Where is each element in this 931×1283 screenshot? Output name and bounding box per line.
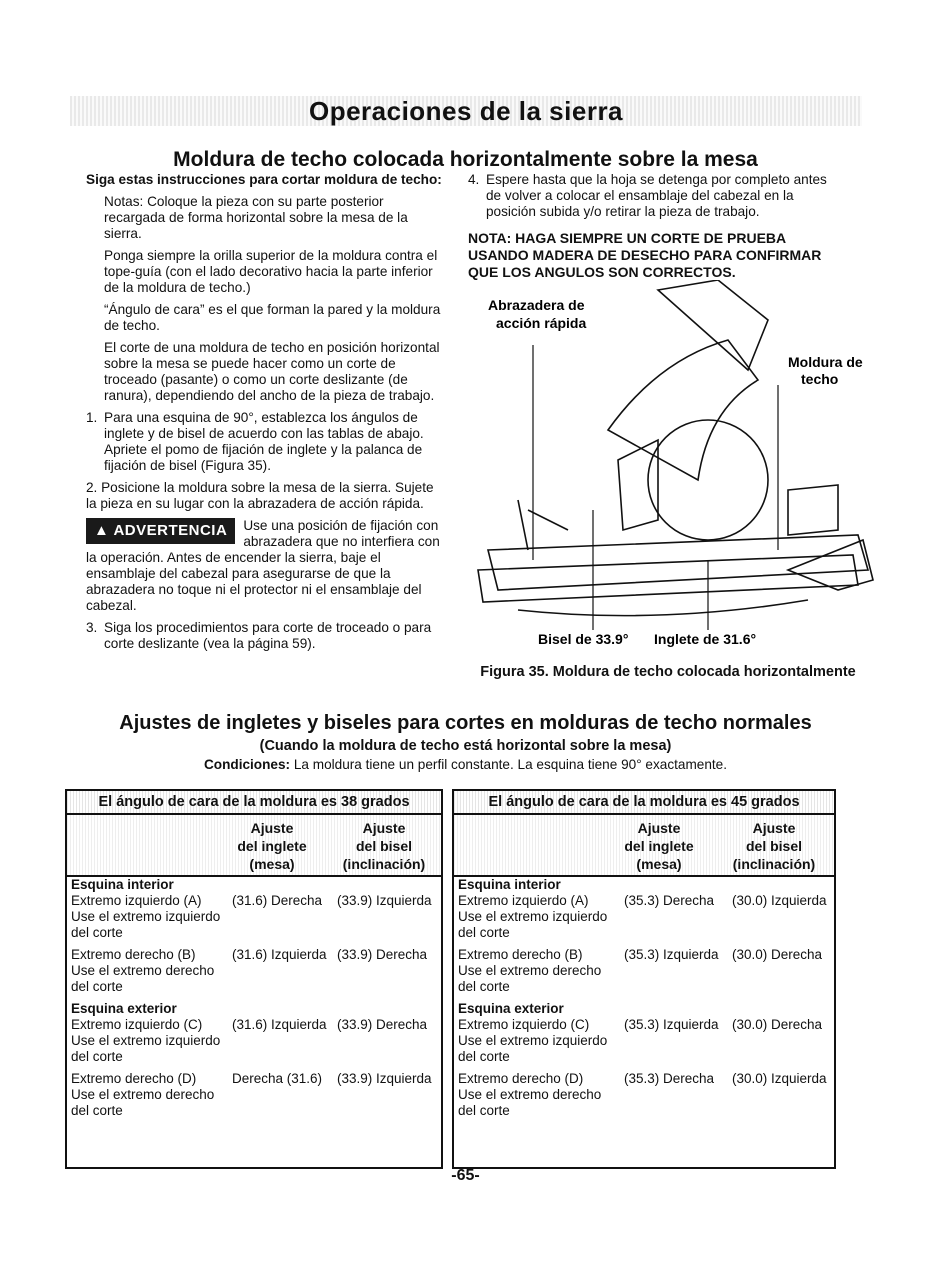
row-label: Extremo derecho (B)	[458, 947, 583, 962]
row-label: Esquina exterior	[71, 1001, 177, 1016]
step-text: Siga los procedimientos para corte de troceado o para corte deslizante (vea la página 59).	[104, 620, 432, 651]
header-line: del inglete	[237, 838, 307, 854]
saw-blade-guard	[648, 420, 768, 540]
saw-motor	[618, 440, 658, 530]
table-row	[67, 1001, 441, 1017]
step-number: 1.	[86, 410, 98, 425]
row-label: Esquina interior	[458, 877, 561, 892]
molding-label-line1: Moldura de	[788, 354, 863, 370]
row-label: Extremo izquierdo (C)	[458, 1017, 590, 1032]
row-label: Esquina exterior	[458, 1001, 564, 1016]
table-row	[67, 1103, 441, 1119]
figure-35	[458, 280, 878, 650]
table-row	[454, 893, 834, 909]
table-row	[454, 877, 834, 893]
table-row	[454, 1033, 834, 1049]
bevel-setting: (30.0) Izquierda	[732, 893, 827, 908]
row-label: Use el extremo derecho	[71, 963, 215, 978]
section-subtitle: (Cuando la moldura de techo está horizontal sobre la mesa)	[259, 738, 672, 754]
clamp-arm	[528, 510, 568, 530]
row-label: Extremo derecho (D)	[458, 1071, 584, 1086]
table-row	[454, 947, 834, 963]
instructions-lead: Siga estas instrucciones para cortar moldura de techo:	[86, 172, 442, 187]
row-label: Extremo izquierdo (C)	[71, 1017, 203, 1032]
miter-setting: (31.6) Izquierda	[232, 947, 327, 962]
row-label: Use el extremo izquierdo	[458, 1033, 608, 1048]
bevel-setting: (33.9) Derecha	[337, 947, 428, 962]
bevel-setting: (30.0) Izquierda	[732, 1071, 827, 1086]
miter-column-header	[604, 819, 714, 873]
table-header	[67, 815, 441, 877]
miter-setting: (31.6) Izquierda	[232, 1017, 327, 1032]
table-row	[454, 1087, 834, 1103]
table-row	[67, 893, 441, 909]
table-row	[67, 963, 441, 979]
miter-setting: (35.3) Izquierda	[624, 947, 719, 962]
row-label: Use el extremo izquierdo	[458, 909, 608, 924]
warning-badge	[86, 518, 235, 544]
row-label: Extremo derecho (B)	[71, 947, 196, 962]
header-line: del bisel	[355, 838, 413, 854]
section-title-horizontal: Moldura de techo colocada horizontalmente sobre la mesa	[173, 148, 758, 171]
conditions-text: La moldura tiene un perfil constante. La esquina tiene 90° exactamente.	[290, 757, 728, 772]
miter-column-header	[217, 819, 327, 873]
table-45-degrees	[452, 789, 836, 1169]
header-line: Ajuste	[752, 820, 796, 836]
bevel-setting: (33.9) Izquierda	[337, 1071, 432, 1086]
row-label: del corte	[71, 1049, 123, 1064]
row-label: Esquina interior	[71, 877, 174, 892]
table-row	[454, 1001, 834, 1017]
table-38-degrees	[65, 789, 443, 1169]
bevel-column-header	[719, 819, 829, 873]
step-4	[468, 172, 844, 220]
base-curve	[518, 600, 808, 616]
table-title: El ángulo de cara de la moldura es 45 grados	[454, 791, 834, 815]
table-row	[454, 963, 834, 979]
row-label: del corte	[458, 979, 510, 994]
table-row	[67, 909, 441, 925]
saw-handle	[658, 280, 768, 370]
row-label: del corte	[71, 979, 123, 994]
paragraph: “Ángulo de cara” es el que forman la pared y la moldura de techo.	[104, 302, 441, 333]
table-row	[454, 979, 834, 995]
conditions-line	[0, 757, 931, 772]
table-body	[454, 877, 834, 1119]
step-2: 2. Posicione la moldura sobre la mesa de la sierra. Sujete la pieza en su lugar con la abrazadera de acción rápida.	[86, 480, 434, 511]
table-row	[67, 947, 441, 963]
header-line: (inclinación)	[342, 856, 426, 872]
miter-setting: Derecha (31.6)	[232, 1071, 323, 1086]
table-row	[67, 925, 441, 941]
row-label: Extremo izquierdo (A)	[71, 893, 202, 908]
bevel-setting: (30.0) Derecha	[732, 1017, 823, 1032]
miter-saw-illustration	[458, 280, 878, 650]
table-row	[67, 1071, 441, 1087]
clamp-lever	[788, 540, 873, 590]
row-label: Use el extremo derecho	[458, 963, 602, 978]
molding-label-line2: techo	[801, 371, 839, 387]
row-label: Use el extremo derecho	[71, 1087, 215, 1102]
header-line: (mesa)	[636, 856, 682, 872]
right-column	[468, 172, 844, 287]
warning-block	[86, 518, 442, 614]
clamp-post	[518, 500, 528, 550]
miter-setting: (35.3) Derecha	[624, 1071, 715, 1086]
table-header	[454, 815, 834, 877]
clamp-label-line1: Abrazadera de	[488, 297, 585, 313]
row-label: del corte	[458, 1049, 510, 1064]
table-row	[67, 1087, 441, 1103]
miter-setting: (31.6) Derecha	[232, 893, 323, 908]
left-column	[86, 172, 442, 652]
header-line: (mesa)	[249, 856, 295, 872]
test-cut-note: NOTA: HAGA SIEMPRE UN CORTE DE PRUEBA USANDO MADERA DE DESECHO PARA CONFIRMAR QUE LOS ANGULOS SON CORRECTOS.	[468, 230, 822, 280]
section-title-settings: Ajustes de ingletes y biseles para cortes en molduras de techo normales	[119, 712, 812, 734]
step-text: Para una esquina de 90°, establezca los ángulos de inglete y de bisel de acuerdo con las tablas de abajo. Apriete el pomo de fijación de inglete y la palanca de fijación de bisel (Figura 35).	[104, 410, 424, 473]
step-1	[86, 410, 442, 474]
header-line: del bisel	[745, 838, 803, 854]
step-3	[86, 620, 442, 652]
table-row	[454, 1049, 834, 1065]
row-label: Extremo derecho (D)	[71, 1071, 197, 1086]
figure-caption: Figura 35. Moldura de techo colocada horizontalmente	[480, 664, 856, 680]
row-label: Use el extremo izquierdo	[71, 1033, 221, 1048]
step-number: 3.	[86, 620, 98, 635]
warning-triangle-icon: ▲	[94, 522, 114, 539]
bevel-setting: (33.9) Izquierda	[337, 893, 432, 908]
row-label: Use el extremo izquierdo	[71, 909, 221, 924]
bevel-setting: (30.0) Derecha	[732, 947, 823, 962]
header-line: Ajuste	[250, 820, 294, 836]
table-row	[67, 1033, 441, 1049]
page-number: -65-	[451, 1167, 480, 1184]
step-number: 4.	[468, 172, 480, 187]
row-label: del corte	[458, 1103, 510, 1118]
row-label: del corte	[71, 1103, 123, 1118]
warning-text: Use una posición de fijación con abrazadera que no interfiera con la operación. Antes de encender la sierra, baje el ensamblaje del cabezal para asegurarse de que la abrazadera no toque ni el protector ni el ensamblaje del cabezal.	[86, 518, 440, 613]
table-row	[67, 1049, 441, 1065]
table-row	[454, 1017, 834, 1033]
miter-angle-label: Inglete de 31.6°	[654, 631, 757, 647]
table-body	[67, 877, 441, 1119]
table-row	[454, 1103, 834, 1119]
row-label: del corte	[458, 925, 510, 940]
bevel-setting: (33.9) Derecha	[337, 1017, 428, 1032]
saw-head	[608, 340, 758, 480]
header-line: Ajuste	[637, 820, 681, 836]
table-title: El ángulo de cara de la moldura es 38 grados	[67, 791, 441, 815]
saw-base	[478, 555, 858, 602]
row-label: Use el extremo derecho	[458, 1087, 602, 1102]
notes-paragraph: Notas: Coloque la pieza con su parte posterior recargada de forma horizontal sobre la mesa de la sierra.	[104, 194, 408, 241]
page-title: Operaciones de la sierra	[308, 96, 624, 126]
header-line: del inglete	[624, 838, 694, 854]
header-line: (inclinación)	[732, 856, 816, 872]
table-row	[67, 979, 441, 995]
row-label: del corte	[71, 925, 123, 940]
bevel-angle-label: Bisel de 33.9°	[538, 631, 629, 647]
saw-body	[788, 485, 838, 535]
bevel-column-header	[329, 819, 439, 873]
row-label: Extremo izquierdo (A)	[458, 893, 589, 908]
clamp-label-line2: acción rápida	[496, 315, 587, 331]
step-text: Espere hasta que la hoja se detenga por completo antes de volver a colocar el ensamblaje del cabezal en la posición subida y/o retirar la pieza de trabajo.	[486, 172, 827, 219]
banner	[70, 96, 862, 126]
conditions-label: Condiciones:	[203, 757, 291, 772]
header-line: Ajuste	[362, 820, 406, 836]
paragraph: El corte de una moldura de techo en posición horizontal sobre la mesa se puede hacer como un corte de troceado (pasante) o como un corte deslizante (de ranura), dependiendo del ancho de la pieza de trabajo.	[104, 340, 440, 403]
table-row	[67, 1017, 441, 1033]
table-row	[454, 1071, 834, 1087]
table-row	[454, 909, 834, 925]
miter-setting: (35.3) Izquierda	[624, 1017, 719, 1032]
warning-label: ADVERTENCIA	[113, 522, 228, 539]
table-row	[67, 877, 441, 893]
table-row	[454, 925, 834, 941]
paragraph: Ponga siempre la orilla superior de la moldura contra el tope-guía (con el lado decorativo hacia la parte inferior de la moldura de techo.)	[104, 248, 438, 295]
miter-setting: (35.3) Derecha	[624, 893, 715, 908]
